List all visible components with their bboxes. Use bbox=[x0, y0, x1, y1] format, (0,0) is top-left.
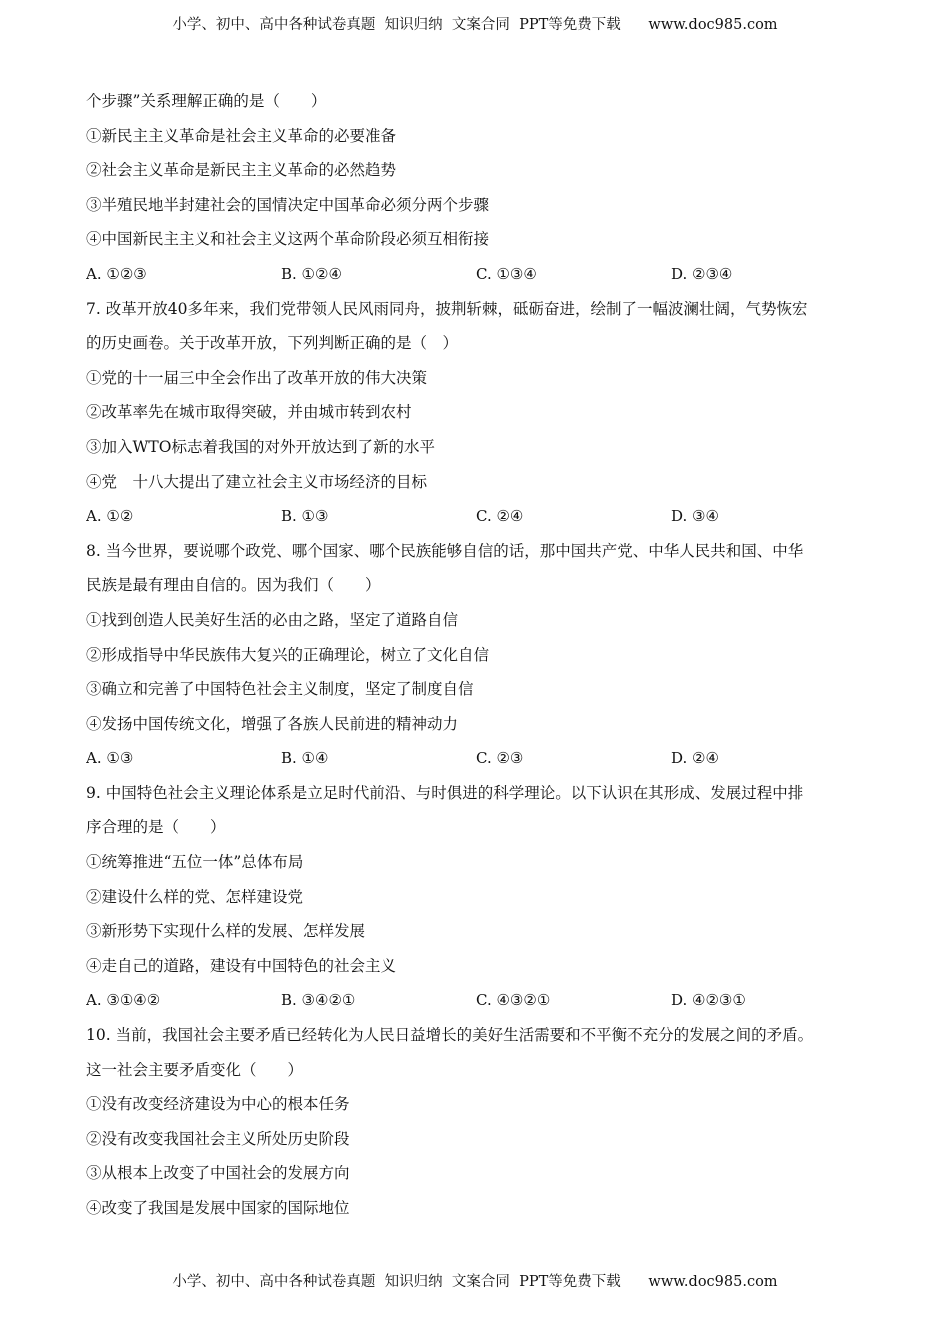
q6-choice-a: A. ①②③ bbox=[86, 264, 147, 283]
q8-statement-2: ②形成指导中华民族伟大复兴的正确理论，树立了文化自信 bbox=[86, 645, 490, 664]
q8-choice-c: C. ②③ bbox=[476, 749, 524, 768]
q8-statement-4: ④发扬中国传统文化，增强了各族人民前进的精神动力 bbox=[86, 714, 459, 733]
q8-choice-d: D. ②④ bbox=[671, 749, 719, 768]
question-6-stem-end: 个步骤”关系理解正确的是（ ） bbox=[86, 92, 327, 110]
q7-statement-1: ①党的十一届三中全会作出了改革开放的伟大决策 bbox=[86, 368, 428, 387]
q6-statement-3: ③半殖民地半封建社会的国情决定中国革命必须分两个步骤 bbox=[86, 195, 490, 214]
q9-statement-4: ④走自己的道路，建设有中国特色的社会主义 bbox=[86, 956, 397, 975]
q6-statement-2: ②社会主义革命是新民主主义革命的必然趋势 bbox=[86, 161, 397, 180]
q8-statement-1: ①找到创造人民美好生活的必由之路，坚定了道路自信 bbox=[86, 610, 459, 629]
q9-choice-c: C. ④③②① bbox=[476, 991, 551, 1010]
question-7-stem: 7. 改革开放40多年来，我们党带领人民风雨同舟，披荆斩棘，砥砺奋进，绘制了一幅波澜壮阔，气势恢宏 bbox=[86, 299, 808, 318]
q6-statement-1: ①新民主主义革命是社会主义革命的必要准备 bbox=[86, 126, 397, 145]
q9-choice-b: B. ③④②① bbox=[281, 991, 356, 1010]
q7-choice-b: B. ①③ bbox=[281, 507, 329, 526]
q7-statement-4: ④党 十八大提出了建立社会主义市场经济的目标 bbox=[86, 472, 428, 491]
q10-statement-1: ①没有改变经济建设为中心的根本任务 bbox=[86, 1095, 350, 1114]
q7-choice-d: D. ③④ bbox=[671, 507, 719, 526]
question-8-stem-cont: 民族是最有理由自信的。因为我们（ ） bbox=[86, 576, 381, 595]
question-8-stem: 8. 当今世界，要说哪个政党、哪个国家、哪个民族能够自信的话，那中国共产党、中华人民共和国、中华 bbox=[86, 541, 804, 560]
q7-choice-a: A. ①② bbox=[86, 507, 134, 526]
exam-content bbox=[86, 86, 876, 1228]
page-header: 小学、初中、高中各种试卷真题 知识归纳 文案合同 PPT等免费下载 www.doc985.com bbox=[172, 17, 778, 33]
question-7-stem-cont: 的历史画卷。关于改革开放，下列判断正确的是（ ） bbox=[86, 334, 459, 353]
q9-statement-3: ③新形势下实现什么样的发展、怎样发展 bbox=[86, 922, 366, 941]
page-footer: 小学、初中、高中各种试卷真题 知识归纳 文案合同 PPT等免费下载 www.doc985.com bbox=[172, 1274, 778, 1290]
q7-statement-2: ②改革率先在城市取得突破，并由城市转到农村 bbox=[86, 403, 412, 422]
question-10-stem-cont: 这一社会主要矛盾变化（ ） bbox=[86, 1060, 304, 1079]
q9-statement-1: ①统筹推进“五位一体”总体布局 bbox=[86, 853, 304, 872]
q8-choices bbox=[86, 743, 876, 778]
q6-choices bbox=[86, 259, 876, 294]
q8-statement-3: ③确立和完善了中国特色社会主义制度，坚定了制度自信 bbox=[86, 680, 474, 699]
q6-choice-c: C. ①③④ bbox=[476, 264, 537, 283]
q8-choice-a: A. ①③ bbox=[86, 749, 134, 768]
q6-statement-4: ④中国新民主主义和社会主义这两个革命阶段必须互相衔接 bbox=[86, 230, 490, 249]
q10-statement-2: ②没有改变我国社会主义所处历史阶段 bbox=[86, 1129, 350, 1148]
q9-choice-a: A. ③①④② bbox=[86, 991, 161, 1010]
q7-statement-3: ③加入WTO标志着我国的对外开放达到了新的水平 bbox=[86, 437, 435, 456]
q7-choices bbox=[86, 501, 876, 536]
q10-statement-4: ④改变了我国是发展中国家的国际地位 bbox=[86, 1199, 350, 1217]
question-10-stem: 10. 当前，我国社会主要矛盾已经转化为人民日益增长的美好生活需要和不平衡不充分的发展之间的矛盾。 bbox=[86, 1026, 814, 1045]
q8-choice-b: B. ①④ bbox=[281, 749, 329, 768]
q6-choice-d: D. ②③④ bbox=[671, 264, 733, 283]
question-9-stem: 9. 中国特色社会主义理论体系是立足时代前沿、与时俱进的科学理论。以下认识在其形成、发展过程中排 bbox=[86, 783, 804, 802]
q9-choice-d: D. ④②③① bbox=[671, 991, 746, 1010]
question-9-stem-cont: 序合理的是（ ） bbox=[86, 818, 226, 837]
q9-statement-2: ②建设什么样的党、怎样建设党 bbox=[86, 887, 304, 906]
q9-choices bbox=[86, 985, 876, 1020]
q6-choice-b: B. ①②④ bbox=[281, 264, 342, 283]
q10-statement-3: ③从根本上改变了中国社会的发展方向 bbox=[86, 1164, 350, 1183]
q7-choice-c: C. ②④ bbox=[476, 507, 524, 526]
